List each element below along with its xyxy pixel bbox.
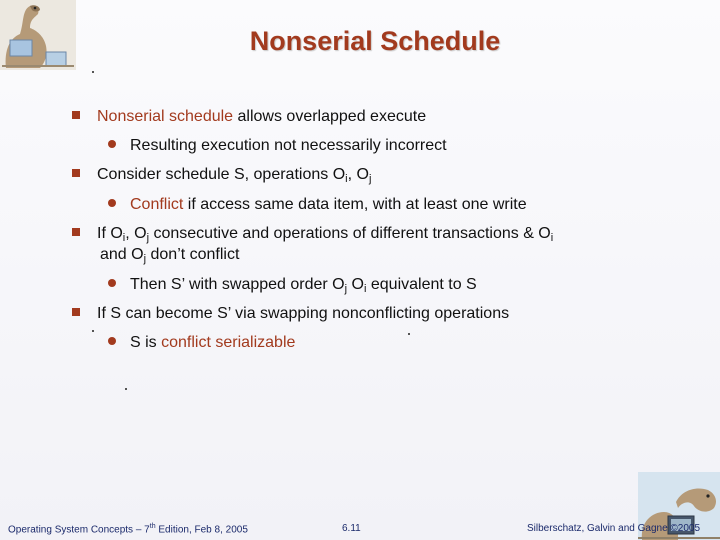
footer-copyright: Silberschatz, Galvin and Gagne ©2005 xyxy=(527,523,701,534)
speck xyxy=(92,330,94,332)
bullet-swapping-nonconflicting: If S can become S’ via swapping nonconflicting operations xyxy=(72,304,509,323)
term-highlight: Conflict xyxy=(130,196,184,213)
bullet-nonserial-schedule: Nonserial schedule allows overlapped execute xyxy=(72,107,426,126)
speck xyxy=(92,71,94,73)
square-bullet-icon xyxy=(72,228,80,236)
subbullet-conflict-serializable: S is conflict serializable xyxy=(108,333,295,352)
subbullet-swapped-order: Then S’ with swapped order $O_j$ $O_i$ equivalent to S xyxy=(108,275,477,294)
slide-title: Nonserial Schedule xyxy=(249,26,501,56)
square-bullet-icon xyxy=(72,308,80,316)
bullet-consecutive-ops: If $O_i$, $O_j$ consecutive and operations of different transactions & $O_i$ xyxy=(72,224,553,243)
dinosaur-logo-icon xyxy=(0,0,76,70)
bullet-consecutive-ops-continued: and $O_j$ don’t conflict xyxy=(100,246,240,265)
term-highlight: conflict serializable xyxy=(161,334,296,351)
square-bullet-icon xyxy=(72,169,80,177)
subbullet-conflict: Conflict if access same data item, with at least one write xyxy=(108,195,527,214)
round-bullet-icon xyxy=(108,199,116,207)
round-bullet-icon xyxy=(108,337,116,345)
speck xyxy=(125,388,127,390)
round-bullet-icon xyxy=(108,140,116,148)
round-bullet-icon xyxy=(108,279,116,287)
bullet-consider-schedule: Consider schedule S, operations $O_i$, $O_j$ xyxy=(72,165,371,184)
footer-page-number: 6.11 xyxy=(342,523,361,534)
speck xyxy=(408,333,410,335)
square-bullet-icon xyxy=(72,111,80,119)
footer-book-edition: Operating System Concepts – 7th Edition, Feb 8, 2005 xyxy=(8,523,248,536)
subbullet-execution: Resulting execution not necessarily incorrect xyxy=(108,136,447,155)
term-highlight: Nonserial schedule xyxy=(97,108,234,125)
